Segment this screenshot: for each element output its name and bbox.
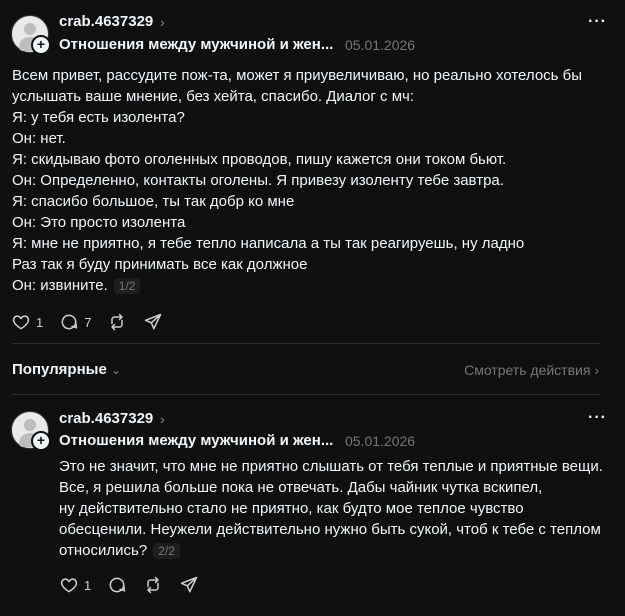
share-button[interactable] — [143, 312, 163, 332]
chevron-down-icon: ⌄ — [110, 363, 121, 377]
text-line: Я: скидываю фото оголенных проводов, пишу кажется они током бьют. — [12, 151, 507, 168]
more-options-icon[interactable]: ··· — [588, 409, 607, 426]
comment-icon — [59, 312, 79, 332]
heart-icon — [11, 312, 31, 332]
comment-count: 7 — [84, 314, 92, 330]
text-line: Я: мне не приятно, я тебе тепло написала а ты так реагируешь, ну ладно — [12, 235, 525, 252]
username[interactable]: crab.4637329 — [59, 13, 154, 30]
text-line: услышать ваше мнение, без хейта, спасибо. Диалог с мч: — [12, 88, 414, 105]
share-button[interactable] — [179, 575, 199, 595]
comment-icon — [107, 575, 127, 595]
comment-button[interactable] — [59, 312, 91, 332]
chevron-right-icon: › — [594, 362, 599, 378]
divider — [12, 394, 600, 395]
post-date: 05.01.2026 — [345, 37, 416, 53]
topic-link[interactable]: Отношения между мужчиной и жен... — [59, 432, 334, 449]
text-line: Он: Определенно, контакты оголены. Я привезу изоленту тебе завтра. — [12, 172, 504, 189]
text-line: Он: нет. — [12, 130, 66, 147]
text-line: Я: у тебя есть изолента? — [12, 109, 185, 126]
share-icon — [143, 312, 163, 332]
sort-label: Популярные — [12, 361, 107, 378]
post-actions — [11, 312, 179, 332]
like-count: 1 — [36, 314, 44, 330]
follow-plus-icon[interactable]: + — [31, 431, 51, 451]
like-count: 1 — [84, 577, 92, 593]
share-icon — [179, 575, 199, 595]
page-indicator: 1/2 — [114, 278, 141, 294]
repost-icon — [143, 575, 163, 595]
username[interactable]: crab.4637329 — [59, 410, 154, 427]
post-text — [12, 65, 582, 297]
text-line: обесценили. Неужели действительно нужно быть сукой, чтоб к тебе с теплом — [59, 521, 601, 538]
repost-icon — [107, 312, 127, 332]
heart-icon — [59, 575, 79, 595]
text-line: Он: Это просто изолента — [12, 214, 186, 231]
page-indicator: 2/2 — [153, 543, 180, 559]
see-actions-link[interactable] — [464, 362, 599, 378]
topic-link[interactable]: Отношения между мужчиной и жен... — [59, 36, 334, 53]
chevron-right-icon: › — [160, 411, 165, 427]
repost-button[interactable] — [143, 575, 163, 595]
post-text — [59, 456, 603, 562]
post-actions — [59, 575, 215, 595]
post-date: 05.01.2026 — [345, 433, 416, 449]
text-line: Всем привет, рассудите пож-та, может я приувеличиваю, но реально хотелось бы — [12, 67, 583, 84]
text-line: Он: извините. — [12, 277, 108, 294]
text-line: ну действительно стало не приятно, как будто мое теплое чувство — [59, 500, 524, 517]
chevron-right-icon: › — [160, 14, 165, 30]
follow-plus-icon[interactable]: + — [31, 35, 51, 55]
repost-button[interactable] — [107, 312, 127, 332]
text-line: Раз так я буду принимать все как должное — [12, 256, 308, 273]
more-options-icon[interactable]: ··· — [588, 13, 607, 30]
text-line: Я: спасибо большое, ты так добр ко мне — [12, 193, 295, 210]
like-button[interactable] — [11, 312, 43, 332]
text-line: Это не значит, что мне не приятно слышать от тебя теплые и приятные вещи. — [59, 458, 603, 475]
like-button[interactable] — [59, 575, 91, 595]
see-actions-label: Смотреть действия — [464, 362, 591, 378]
comment-button[interactable] — [107, 575, 127, 595]
divider — [12, 343, 600, 344]
text-line: относились? — [59, 542, 148, 559]
text-line: Все, я решила больше пока не отвечать. Дабы чайник чутка вскипел, — [59, 479, 543, 496]
sort-dropdown[interactable] — [12, 361, 121, 378]
